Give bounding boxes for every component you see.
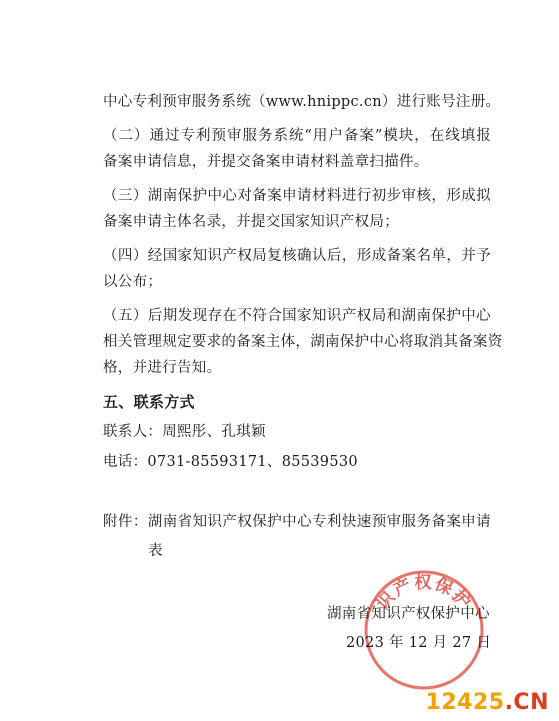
site-watermark <box>426 690 549 715</box>
watermark-domain: .CN <box>504 690 549 715</box>
official-seal <box>360 562 488 690</box>
paragraph-line: 备案申请主体名录，并提交国家知识产权局； <box>103 214 399 230</box>
section-heading: 五、联系方式 <box>103 393 195 411</box>
paragraph-line: 相关管理规定要求的备案主体，湖南保护中心将取消其备案资 <box>103 334 503 350</box>
contact-person: 联系人：周熙彤、孔琪颖 <box>103 424 266 440</box>
watermark-number: 12425 <box>425 690 505 715</box>
signature-date: 2023 年 12 月 27 日 <box>346 635 492 651</box>
paragraph-line: 格，并进行告知。 <box>103 360 222 376</box>
paragraph-line: （二）通过专利预审服务系统“用户备案”模块，在线填报 <box>103 128 491 144</box>
attachment-line: 附件：湖南省知识产权保护中心专利快速预审服务备案申请 <box>103 514 491 530</box>
signature-org: 湖南省知识产权保护中心 <box>327 606 490 622</box>
paragraph-line: （四）经国家知识产权局复核确认后，形成备案名单，并予 <box>103 248 491 264</box>
paragraph-line: （三）湖南保护中心对备案申请材料进行初步审核，形成拟 <box>103 188 491 204</box>
paragraph-line: 备案申请信息，并提交备案申请材料盖章扫描件。 <box>103 154 429 170</box>
paragraph-line: （五）后期发现存在不符合国家知识产权局和湖南保护中心 <box>103 308 491 324</box>
contact-phone: 电话：0731-85593171、85539530 <box>103 454 358 470</box>
paragraph-line: 以公布； <box>103 274 163 290</box>
paragraph-line: 中心专利预审服务系统（www.hnippc.cn）进行账号注册。 <box>103 94 501 110</box>
seal-text: 识产权保护 <box>372 573 476 614</box>
attachment-line: 表 <box>148 543 163 559</box>
